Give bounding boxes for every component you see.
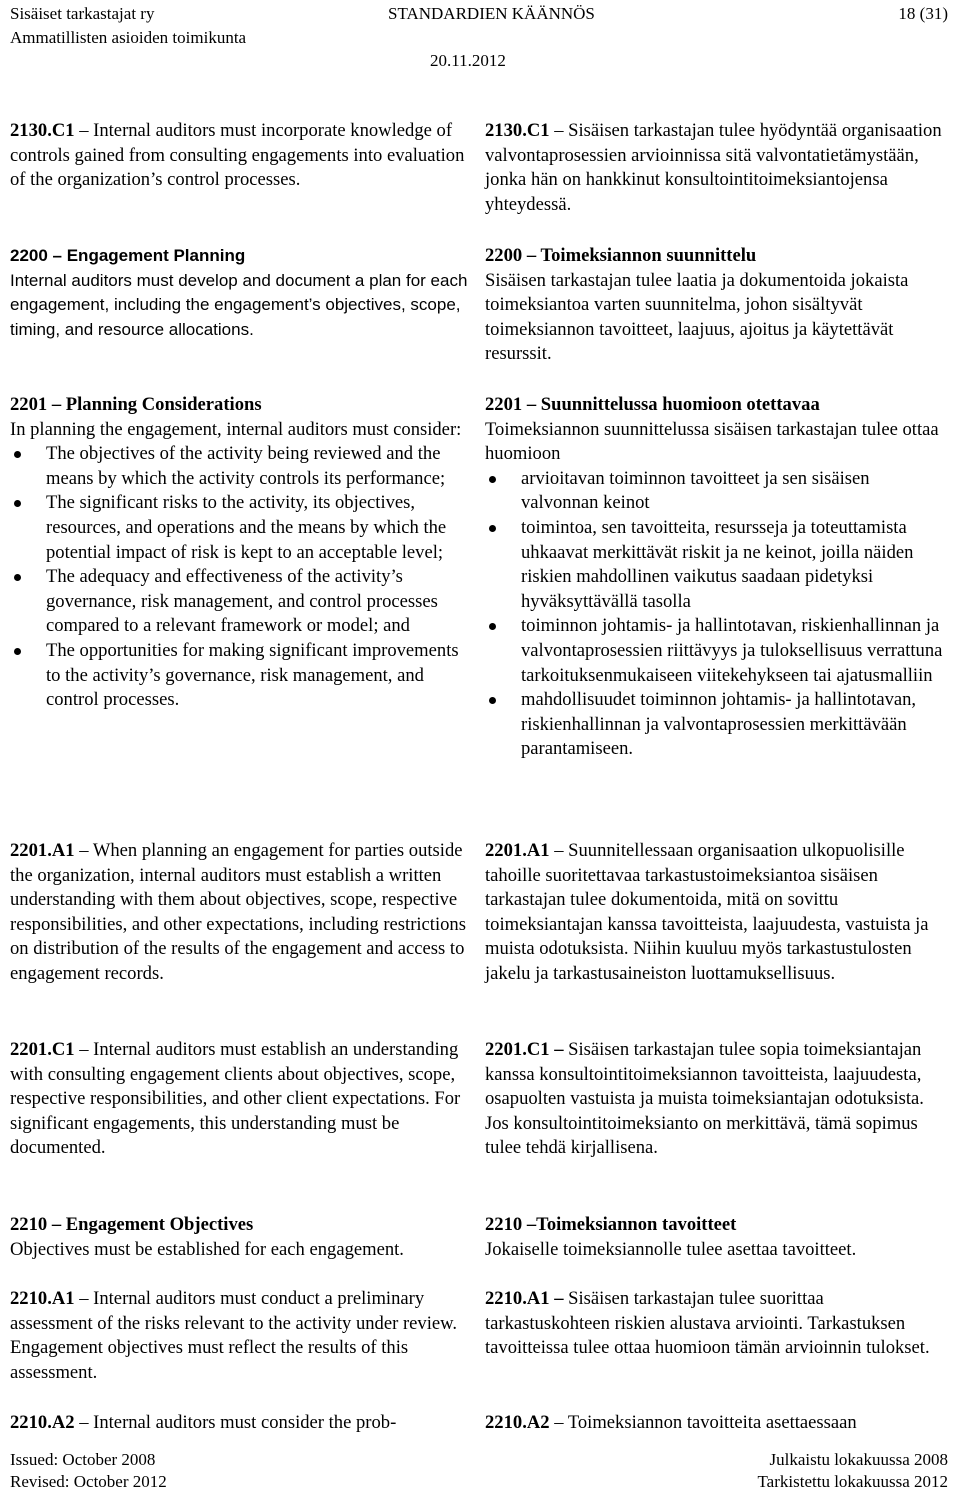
section-text: – Internal auditors must incorporate knowledge of controls gained from consulting engagements into evaluation of the organization’s control processes. xyxy=(10,120,465,191)
considerations-list-fi xyxy=(485,467,947,762)
section-title: 2210 – Engagement Objectives xyxy=(10,1214,254,1235)
list-item: The objectives of the activity being reviewed and the means by which the activity controls its performance; xyxy=(10,442,472,491)
section-title: 2201.C1 – xyxy=(485,1039,564,1060)
section-intro: Toimeksiannon suunnittelussa sisäisen tarkastajan tulee ottaa huomioon xyxy=(485,418,939,465)
section-2130-c1 xyxy=(10,119,472,193)
list-item: mahdollisuudet toiminnon johtamis- ja hallintotavan, riskienhallinnan ja valvontaprosessien merkittävään parantamiseen. xyxy=(485,688,947,762)
section-text: – Internal auditors must establish an understanding with consulting engagement clients about objectives, scope, respective responsibilities, and other client expectations. For significant engagements, this understanding must be documented. xyxy=(10,1039,461,1159)
bullet-icon xyxy=(489,623,496,630)
section-title: 2200 – Toimeksiannon suunnittelu xyxy=(485,245,757,266)
section-title: 2210.A2 xyxy=(485,1412,550,1433)
finnish-column xyxy=(485,0,947,1440)
section-title: 2210.A2 xyxy=(10,1412,75,1433)
section-text: Jokaiselle toimeksiannolle tulee asettaa tavoitteet. xyxy=(485,1238,857,1260)
document-date: 20.11.2012 xyxy=(430,51,506,70)
section-text: Objectives must be established for each engagement. xyxy=(10,1238,404,1260)
section-title: 2201 – Suunnittelussa huomioon otettavaa xyxy=(485,394,820,415)
considerations-list xyxy=(10,442,472,713)
section-title: 2201.A1 xyxy=(10,840,75,861)
section-title: 2201 – Planning Considerations xyxy=(10,394,262,415)
section-title: 2210.A1 – xyxy=(485,1288,564,1309)
section-2201-a1 xyxy=(10,839,472,987)
section-text: – Internal auditors must conduct a preliminary assessment of the risks relevant to the activity under review. Engagement objectives must reflect the results of this assessment. xyxy=(10,1288,457,1383)
section-2130-c1-fi xyxy=(485,119,947,217)
section-text: – Internal auditors must consider the prob- xyxy=(74,1412,397,1433)
page-number: 18 (31) xyxy=(898,4,948,23)
section-2201-a1-fi xyxy=(485,839,947,987)
section-text: – Sisäisen tarkastajan tulee hyödyntää organisaation valvontaprosessien arvioinnissa sitä valvontatietämystään, jonka hän on hankkinut konsultointitoimeksiantojensa yhteydessä. xyxy=(485,120,942,215)
list-item: The adequacy and effectiveness of the activity’s governance, risk management, and control processes compared to a relevant framework or model; and xyxy=(10,565,472,639)
section-title: 2130.C1 xyxy=(485,120,550,141)
org-committee: Ammatillisten asioiden toimikunta xyxy=(10,28,247,47)
section-2201-c1-fi xyxy=(485,1038,947,1161)
section-2210-a1 xyxy=(10,1287,472,1385)
section-title: 2210.A1 xyxy=(10,1288,75,1309)
bullet-icon xyxy=(14,648,21,655)
revised-date: Revised: October 2012 xyxy=(10,1472,167,1491)
section-2210-fi xyxy=(485,1213,947,1262)
section-text: Sisäisen tarkastajan tulee laatia ja dokumentoida jokaista toimeksiantoa varten suunnitelma, johon sisältyvät toimeksiannon tavoitteet, laajuus, ajoitus ja käytettävät resurssit. xyxy=(485,269,909,365)
section-title: 2130.C1 xyxy=(10,120,75,141)
document-title: STANDARDIEN KÄÄNNÖS xyxy=(388,4,595,23)
bullet-icon xyxy=(489,525,496,532)
bullet-icon xyxy=(489,476,496,483)
section-title: 2201.A1 xyxy=(485,840,550,861)
section-2200 xyxy=(10,244,472,342)
section-2210-a2-fi xyxy=(485,1411,947,1436)
section-2201-fi xyxy=(485,393,947,762)
english-column xyxy=(10,0,472,1440)
bullet-icon xyxy=(14,451,21,458)
bullet-icon xyxy=(14,500,21,507)
section-text: – Suunnitellessaan organisaation ulkopuolisille tahoille suoritettavaa tarkastustoimeksiantoa sisäisen tarkastajan tulee dokumentoida, mitä on sovittu toimeksiantajan kanssa tavoitteista, laajuudesta, vastuista ja muista odotuksista. Niihin kuuluu myös tarkastustulosten jakelu ja tarkastusaineiston luottamuksellisuus. xyxy=(485,840,929,984)
list-item: toimintoa, sen tavoitteita, resursseja ja toteuttamista uhkaavat merkittävät riskit ja ne keinot, joilla näiden riskien mahdollinen vaikutus saadaan pidetyksi hyväksyttävällä tasolla xyxy=(485,516,947,614)
section-text: Sisäisen tarkastajan tulee suorittaa tarkastuskohteen riskien alustava arviointi. Tarkastuksen tavoitteissa tulee ottaa huomioon tämän arvioinnin tulokset. xyxy=(485,1288,930,1359)
section-intro: In planning the engagement, internal auditors must consider: xyxy=(10,418,462,440)
section-text: – When planning an engagement for parties outside the organization, internal auditors must establish a written understanding with them about objectives, scope, respective responsibilities, and other expectations, including restrictions on distribution of the results of the engagement and access to engagement records. xyxy=(10,840,466,984)
list-item: arvioitavan toiminnon tavoitteet ja sen sisäisen valvonnan keinot xyxy=(485,467,947,516)
section-2210-a2 xyxy=(10,1411,472,1436)
bullet-icon xyxy=(489,697,496,704)
issued-date: Issued: October 2008 xyxy=(10,1450,156,1469)
list-item: The significant risks to the activity, its objectives, resources, and operations and the means by which the potential impact of risk is kept to an acceptable level; xyxy=(10,491,472,565)
section-text: Sisäisen tarkastajan tulee sopia toimeksiantajan kanssa konsultointitoimeksiannon tavoitteista, laajuudesta, osapuolten vastuista ja muista toimeksiantajan odotuksista. Jos konsultointitoimeksianto on merkittävä, tämä sopimus tulee tehdä kirjallisena. xyxy=(485,1039,924,1159)
section-2210-a1-fi xyxy=(485,1287,947,1361)
tarkistettu-date: Tarkistettu lokakuussa 2012 xyxy=(757,1472,948,1491)
section-text: Internal auditors must develop and document a plan for each engagement, including the engagement’s objectives, scope, timing, and resource allocations. xyxy=(10,270,468,339)
section-title: 2210 –Toimeksiannon tavoitteet xyxy=(485,1214,737,1235)
org-name: Sisäiset tarkastajat ry xyxy=(10,4,155,23)
section-text: – Toimeksiannon tavoitteita asettaessaan xyxy=(549,1412,857,1433)
section-2210 xyxy=(10,1213,472,1262)
section-title: 2200 – Engagement Planning xyxy=(10,246,246,265)
list-item: The opportunities for making significant improvements to the activity’s governance, risk management, and control processes. xyxy=(10,639,472,713)
section-2201-c1 xyxy=(10,1038,472,1161)
bullet-icon xyxy=(14,574,21,581)
section-2201 xyxy=(10,393,472,713)
section-2200-fi xyxy=(485,244,947,367)
section-title: 2201.C1 xyxy=(10,1039,75,1060)
list-item: toiminnon johtamis- ja hallintotavan, riskienhallinnan ja valvontaprosessien riittävyys ja tuloksellisuus verrattuna tarkoituksenmukaiseen viitekehykseen tai ajatusmalliin xyxy=(485,614,947,688)
julkaistu-date: Julkaistu lokakuussa 2008 xyxy=(769,1450,948,1469)
